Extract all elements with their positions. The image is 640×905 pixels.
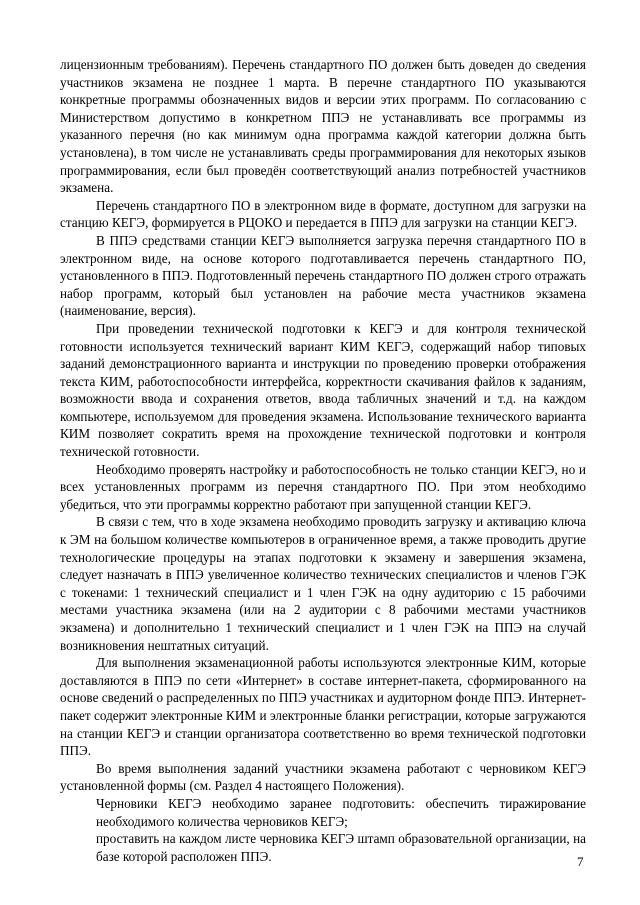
paragraph-drafts: Во время выполнения заданий участники экзамена работают с черновиком КЕГЭ установленной формы (см. Раздел 4 настоящего Положения). xyxy=(60,760,586,794)
list-item-drafts-stamp: проставить на каждом листе черновика КЕГЭ штамп образовательной организации, на базе которой расположен ППЭ. xyxy=(96,831,586,864)
list-item-drafts-printing: Черновики КЕГЭ необходимо заранее подготовить: обеспечить тиражирование необходимого количества черновиков КЕГЭ; xyxy=(96,795,586,829)
paragraph-staffing: В связи с тем, что в ходе экзамена необходимо проводить загрузку и активацию ключа к ЭМ на большом количестве компьютеров в ограниченное время, а также проводить другие технологические процедуры на этапах подготовки к экзамену и завершения экзамена, следует назначать в ППЭ увеличенное количество технических специалистов и членов ГЭК с токенами: 1 технический специалист и 1 член ГЭК на одну аудиторию с 15 рабочими местами участника экзамена (или на 2 аудитории с 8 рабочими местами участников экзамена) и дополнительно 1 технический специалист и 1 член ГЭК на ППЭ на случай возникновения нештатных ситуаций. xyxy=(60,514,586,653)
paragraph-check-setup: Необходимо проверять настройку и работоспособность не только станции КЕГЭ, но и всех установленных программ из перечня стандартного ПО. При этом необходимо убедиться, что эти программы корректно работают при запущенной станции КЕГЭ. xyxy=(60,461,586,512)
paragraph-electronic-kim: Для выполнения экзаменационной работы используются электронные КИМ, которые доставляются в ППЭ по сети «Интернет» в составе интернет-пакета, сформированного на основе сведений о распределенных по ППЭ участниках и аудиторном фонде ППЭ. Интернет-пакет содержит электронные КИМ и электронные бланки регистрации, которые загружаются на станции КЕГЭ и станции организатора соответственно во время технической подготовки ППЭ. xyxy=(60,655,586,759)
page-number: 7 xyxy=(577,854,584,869)
paragraph-standard-software-list: Перечень стандартного ПО в электронном виде в формате, доступном для загрузки на станцию КЕГЭ, формируется в РЦОКО и передается в ППЭ для загрузки на станции КЕГЭ. xyxy=(60,197,586,231)
paragraph-technical-preparation: При проведении технической подготовки к КЕГЭ и для контроля технической готовности используется технический вариант КИМ КЕГЭ, содержащий набор типовых заданий демонстрационного варианта и инструкции по проведению проверки отображения текста КИМ, работоспособности интерфейса, корректности скачивания файлов к заданиям, возможности ввода и сохранения ответов, ввода табличных значений и т.д. на каждом компьютере, используемом для проведения экзамена. Использование технического варианта КИМ позволяет сократить время на прохождение технической подготовки и контроля технической готовности. xyxy=(60,320,586,460)
page-body xyxy=(60,56,586,865)
paragraph-continuation: лицензионным требованиям). Перечень стандартного ПО должен быть доведен до сведения участников экзамена не позднее 1 марта. В перечне стандартного ПО указываются конкретные программы обозначенных видов и версии этих программ. По согласованию с Министерством допустимо в конкретном ППЭ не устанавливать все программы из указанного перечня (но как минимум одна программа каждой категории должна быть установлена), в том числе не устанавливать среды программирования для некоторых языков программирования, если был проведён соответствующий анализ потребностей участников экзамена. xyxy=(60,57,586,196)
paragraph-software-loading: В ППЭ средствами станции КЕГЭ выполняется загрузка перечня стандартного ПО в электронном виде, на основе которого подготавливается перечень стандартного ПО, установленного в ППЭ. Подготовленный перечень стандартного ПО должен строго отражать набор программ, который был установлен на рабочие места участников экзамена (наименование, версия). xyxy=(60,232,586,319)
